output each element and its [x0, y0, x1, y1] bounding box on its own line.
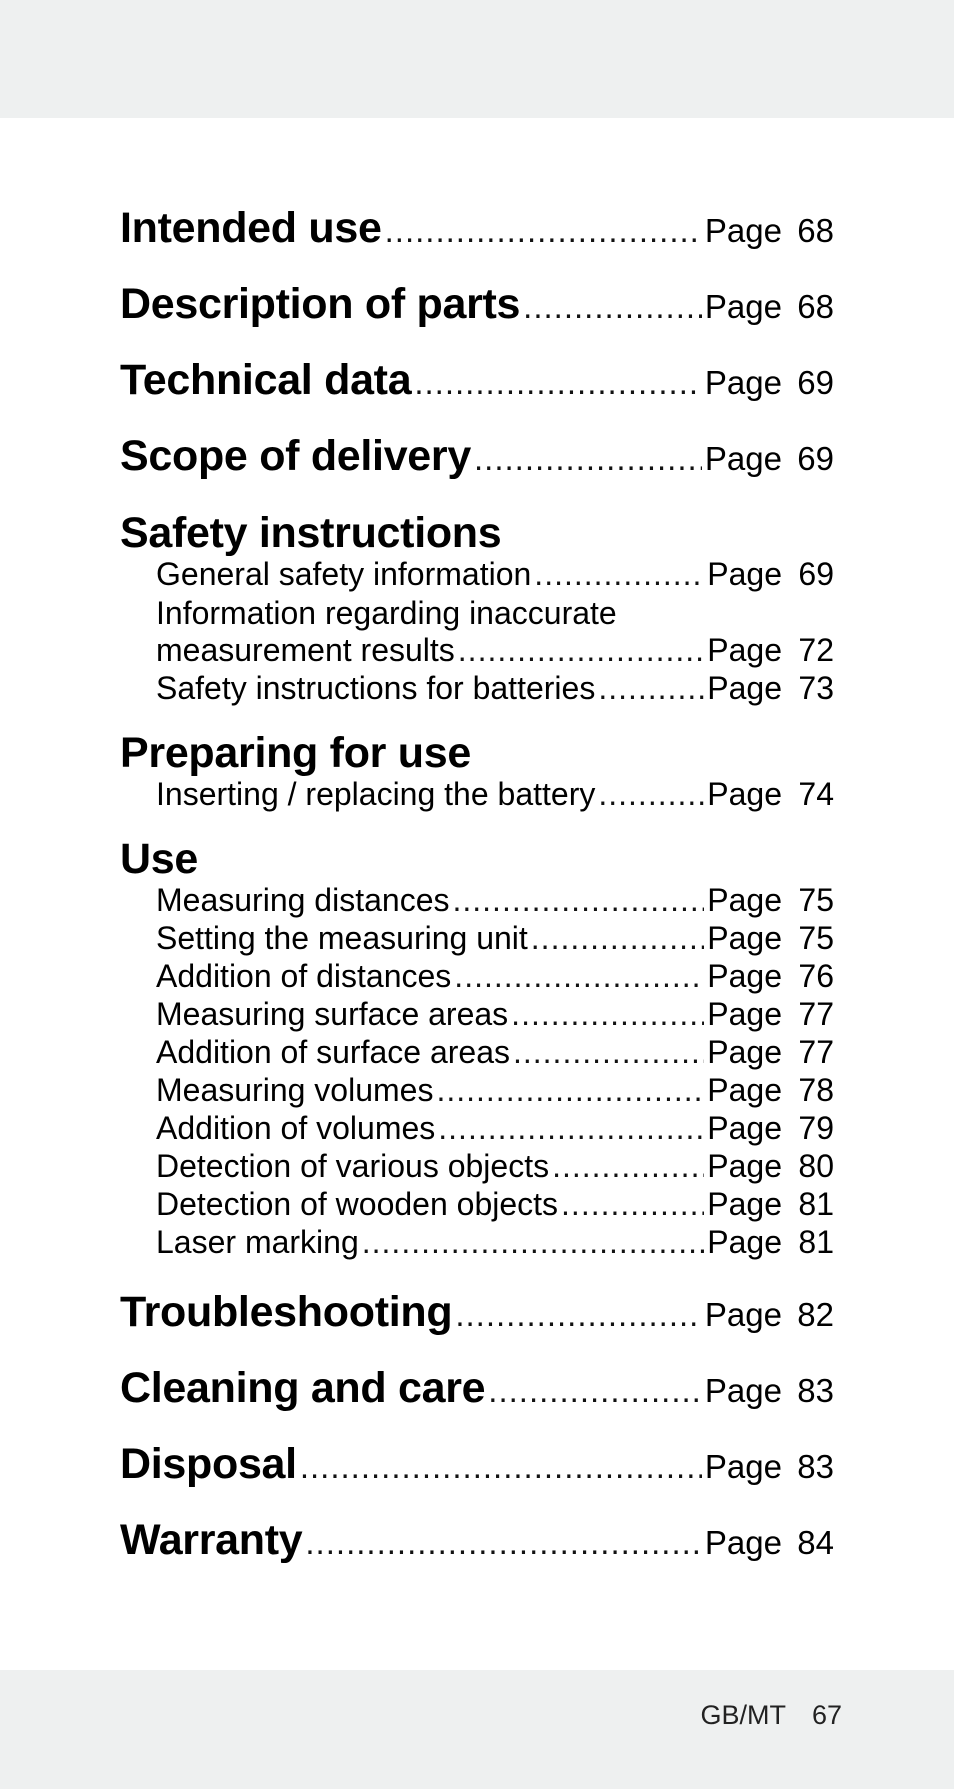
toc-entry-label: Laser marking — [156, 1224, 359, 1260]
page-word: Page — [704, 1296, 782, 1333]
page-footer — [700, 1700, 842, 1731]
section-heading[interactable]: Safety instructions — [120, 509, 502, 557]
dot-leader — [305, 1524, 702, 1562]
toc-entry-label: Addition of distances — [156, 958, 452, 994]
page-word: Page — [707, 1110, 782, 1146]
dot-leader — [455, 1296, 702, 1334]
dot-leader — [452, 882, 704, 919]
toc-entry-scope-of-delivery[interactable] — [120, 432, 834, 508]
toc-entry-label: Detection of various objects — [156, 1148, 550, 1184]
top-margin-band — [0, 0, 954, 118]
page-number: 78 — [798, 1072, 834, 1108]
dot-leader — [513, 1034, 704, 1071]
page-number: 80 — [798, 1148, 834, 1184]
toc-entry-label: Addition of volumes — [156, 1110, 436, 1146]
section-heading[interactable]: Preparing for use — [120, 729, 471, 777]
page-word: Page — [707, 1034, 782, 1070]
toc-section-use — [120, 836, 834, 1262]
dot-leader — [534, 556, 704, 593]
page-number: 74 — [798, 776, 834, 812]
page-word: Page — [707, 996, 782, 1032]
toc-subentry[interactable] — [120, 996, 834, 1034]
toc-section-safety — [120, 510, 834, 708]
toc-entry-label: Safety instructions for batteries — [156, 670, 596, 706]
page-number: 81 — [798, 1186, 834, 1222]
toc-subentry[interactable] — [120, 1148, 834, 1186]
page-word: Page — [704, 212, 782, 249]
page-word: Page — [707, 958, 782, 994]
page-word: Page — [707, 920, 782, 956]
page-number: 82 — [797, 1296, 834, 1333]
dot-leader — [488, 1372, 702, 1410]
page-word: Page — [704, 364, 782, 401]
dot-leader — [598, 776, 704, 813]
page-number: 68 — [797, 212, 834, 249]
page-number: 77 — [798, 996, 834, 1032]
toc-entry-label: Measuring volumes — [156, 1072, 434, 1108]
page-number: 83 — [797, 1372, 834, 1409]
toc-entry-label: Measuring distances — [156, 882, 450, 918]
toc-entry-label: Measuring surface areas — [156, 996, 509, 1032]
toc-subentry[interactable] — [120, 882, 834, 920]
toc-subentry[interactable] — [120, 632, 834, 670]
toc-entry-label: measurement results — [156, 632, 455, 668]
page-word: Page — [707, 776, 782, 812]
page-number: 75 — [798, 882, 834, 918]
page-number: 75 — [798, 920, 834, 956]
toc-section-preparing — [120, 730, 834, 814]
dot-leader — [414, 364, 702, 402]
section-heading[interactable]: Use — [120, 835, 198, 883]
dot-leader — [561, 1186, 704, 1223]
footer-locale: GB/MT — [700, 1700, 786, 1730]
toc-entry-label: Troubleshooting — [120, 1288, 453, 1336]
dot-leader — [385, 212, 702, 250]
page-word: Page — [707, 1224, 782, 1260]
toc-entry-description-of-parts[interactable] — [120, 280, 834, 356]
page-number: 81 — [798, 1224, 834, 1260]
toc-entry-label: Warranty — [120, 1516, 303, 1564]
page-word: Page — [704, 1448, 782, 1485]
toc-entry-label: Inserting / replacing the battery — [156, 776, 596, 812]
page-word: Page — [707, 882, 782, 918]
page-word: Page — [707, 670, 782, 706]
table-of-contents — [120, 204, 834, 1592]
dot-leader — [511, 996, 704, 1033]
toc-entry-label: Disposal — [120, 1440, 297, 1488]
page-number: 76 — [798, 958, 834, 994]
dot-leader — [362, 1224, 705, 1261]
page-number: 68 — [797, 288, 834, 325]
toc-entry-disposal[interactable] — [120, 1440, 834, 1516]
page-number: 84 — [797, 1524, 834, 1561]
page-word: Page — [704, 440, 782, 477]
dot-leader — [474, 440, 702, 478]
page-number: 73 — [798, 670, 834, 706]
toc-subentry[interactable] — [120, 1186, 834, 1224]
footer-page-number: 67 — [811, 1700, 842, 1730]
page-number: 69 — [798, 556, 834, 592]
dot-leader — [458, 632, 704, 669]
toc-subentry[interactable] — [120, 670, 834, 708]
dot-leader — [300, 1448, 702, 1486]
toc-entry-label: Addition of surface areas — [156, 1034, 510, 1070]
toc-entry-label: Scope of delivery — [120, 432, 471, 480]
page-word: Page — [707, 1186, 782, 1222]
toc-entry-label: Technical data — [120, 356, 412, 404]
dot-leader — [552, 1148, 704, 1185]
page-number: 79 — [798, 1110, 834, 1146]
page-word: Page — [704, 1524, 782, 1561]
page-word: Page — [707, 556, 782, 592]
toc-entry-warranty[interactable] — [120, 1516, 834, 1592]
toc-subentry[interactable] — [120, 776, 834, 814]
page-number: 77 — [798, 1034, 834, 1070]
toc-entry-label: Description of parts — [120, 280, 521, 328]
toc-entry-troubleshooting[interactable] — [120, 1288, 834, 1364]
toc-entry-label: General safety information — [156, 556, 532, 592]
dot-leader — [436, 1072, 704, 1109]
dot-leader — [523, 288, 702, 326]
dot-leader — [598, 670, 704, 707]
toc-entry-label-line[interactable]: Information regarding inaccurate — [156, 595, 617, 631]
page-number: 83 — [797, 1448, 834, 1485]
page-word: Page — [707, 1072, 782, 1108]
toc-subentry[interactable] — [120, 556, 834, 594]
dot-leader — [438, 1110, 704, 1147]
page-word: Page — [704, 1372, 782, 1409]
toc-subentry[interactable] — [120, 1034, 834, 1072]
dot-leader — [531, 920, 704, 957]
toc-entry-label: Cleaning and care — [120, 1364, 486, 1412]
dot-leader — [454, 958, 704, 995]
toc-subentry[interactable] — [120, 958, 834, 996]
toc-subentry[interactable] — [120, 1072, 834, 1110]
toc-subentry[interactable] — [120, 920, 834, 958]
toc-entry-cleaning-and-care[interactable] — [120, 1364, 834, 1440]
page-word: Page — [707, 632, 782, 668]
page-number: 69 — [797, 440, 834, 477]
toc-subentry[interactable] — [120, 1224, 834, 1262]
page-number: 69 — [797, 364, 834, 401]
toc-entry-technical-data[interactable] — [120, 356, 834, 432]
toc-entry-intended-use[interactable] — [120, 204, 834, 280]
toc-entry-label: Intended use — [120, 204, 382, 252]
toc-subentry[interactable] — [120, 1110, 834, 1148]
toc-entry-label: Setting the measuring unit — [156, 920, 528, 956]
page-number: 72 — [798, 632, 834, 668]
page-word: Page — [707, 1148, 782, 1184]
page-word: Page — [704, 288, 782, 325]
toc-entry-label: Detection of wooden objects — [156, 1186, 559, 1222]
